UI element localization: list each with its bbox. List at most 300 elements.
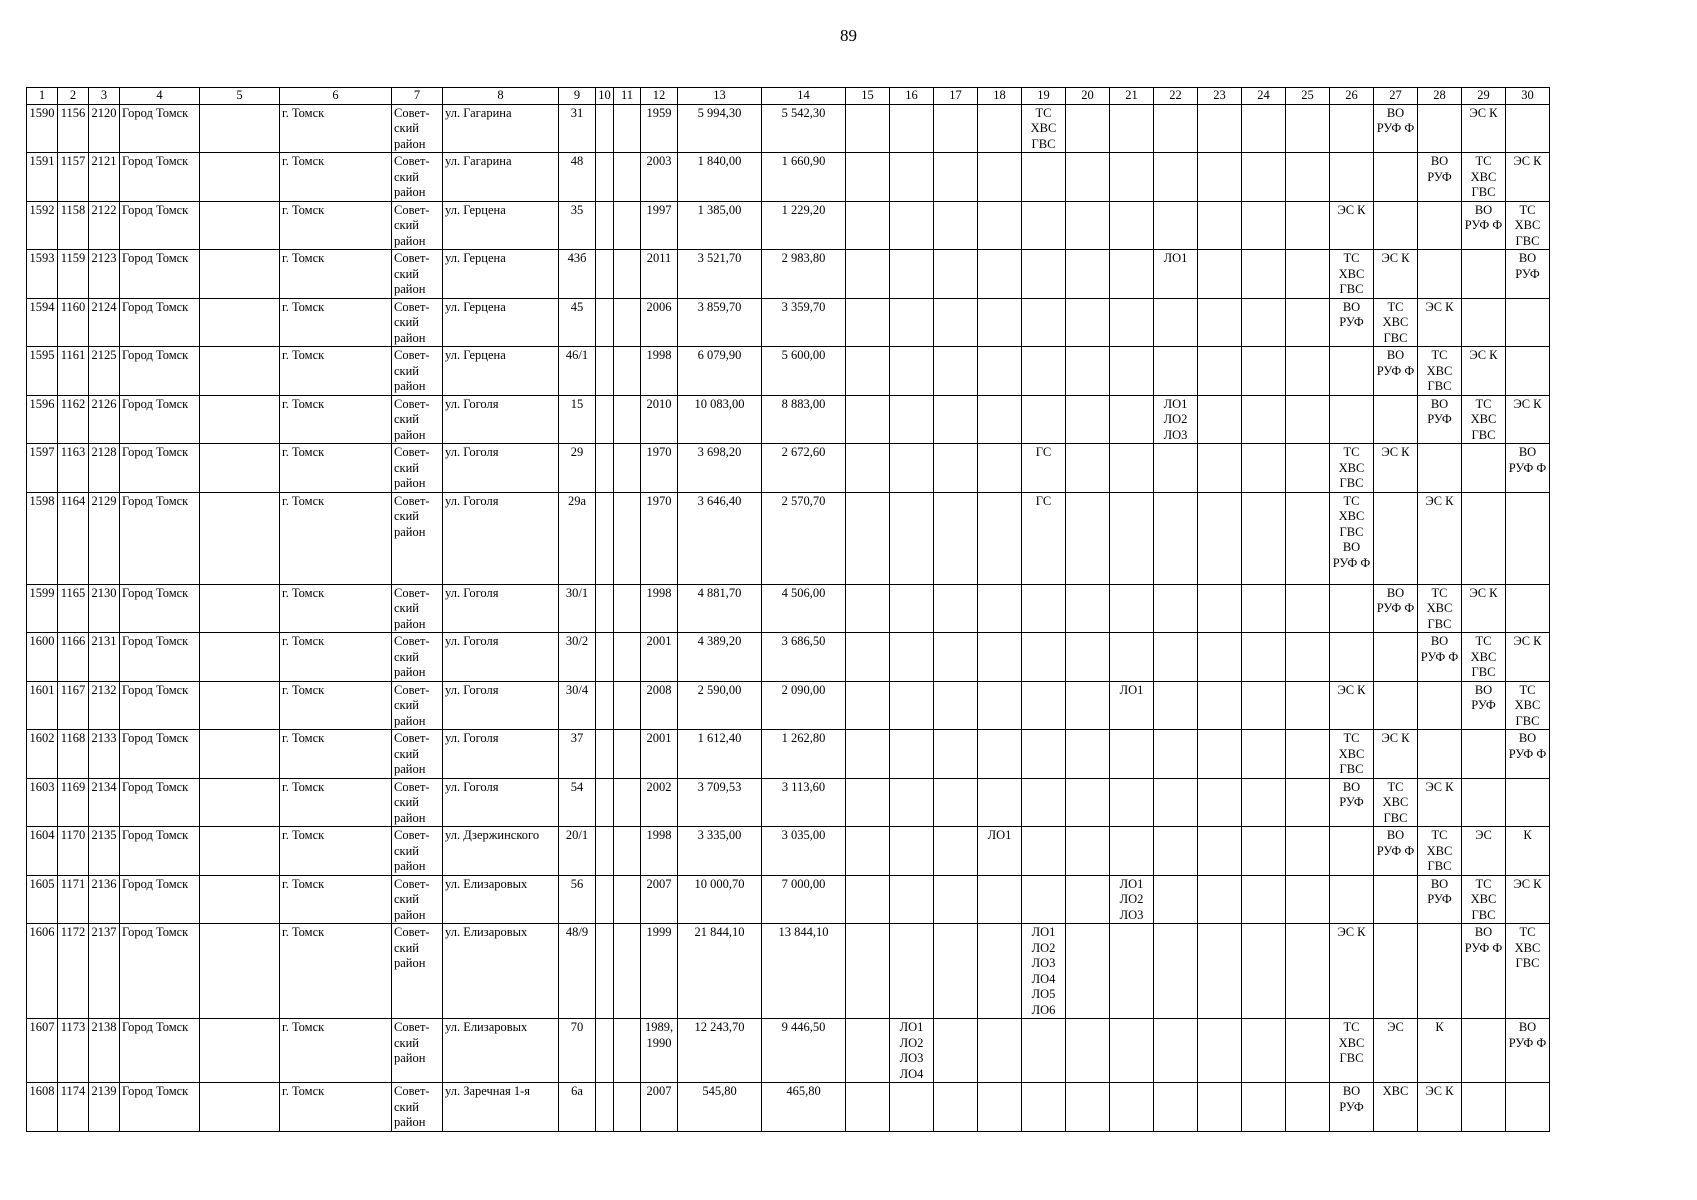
cell-col-19 — [1022, 875, 1066, 924]
cell-col-5 — [200, 444, 280, 493]
cell-col-9: 48/9 — [559, 924, 596, 1019]
cell-col-14: 5 600,00 — [762, 347, 846, 396]
cell-col-9: 31 — [559, 104, 596, 153]
cell-col-26: ТС ХВС ГВС — [1330, 730, 1374, 779]
cell-col-29 — [1462, 444, 1506, 493]
cell-col-20 — [1066, 827, 1110, 876]
cell-col-4: Город Томск — [120, 633, 200, 682]
cell-col-20 — [1066, 875, 1110, 924]
cell-col-28: ТС ХВС ГВС — [1418, 584, 1462, 633]
cell-col-7: Совет- ский район — [392, 444, 443, 493]
cell-col-14: 2 672,60 — [762, 444, 846, 493]
cell-col-28 — [1418, 681, 1462, 730]
cell-col-24 — [1242, 730, 1286, 779]
cell-col-20 — [1066, 492, 1110, 584]
cell-col-21 — [1110, 633, 1154, 682]
cell-col-2: 1156 — [58, 104, 89, 153]
column-header-17: 17 — [934, 88, 978, 105]
cell-col-14: 1 262,80 — [762, 730, 846, 779]
cell-col-12: 2010 — [641, 395, 678, 444]
cell-col-24 — [1242, 298, 1286, 347]
cell-col-28: ВО РУФ — [1418, 153, 1462, 202]
cell-col-23 — [1198, 1083, 1242, 1132]
table-row — [27, 298, 1550, 347]
cell-col-18 — [978, 492, 1022, 584]
cell-col-20 — [1066, 444, 1110, 493]
cell-col-9: 46/1 — [559, 347, 596, 396]
cell-col-7: Совет- ский район — [392, 104, 443, 153]
cell-col-10 — [596, 201, 614, 250]
cell-col-23 — [1198, 778, 1242, 827]
cell-col-11 — [614, 875, 641, 924]
cell-col-10 — [596, 1019, 614, 1083]
cell-col-11 — [614, 104, 641, 153]
column-number-row — [27, 88, 1550, 105]
cell-col-13: 3 335,00 — [678, 827, 762, 876]
cell-col-18 — [978, 153, 1022, 202]
cell-col-23 — [1198, 395, 1242, 444]
table-row — [27, 250, 1550, 299]
cell-col-12: 1998 — [641, 827, 678, 876]
cell-col-13: 1 840,00 — [678, 153, 762, 202]
cell-col-1: 1605 — [27, 875, 58, 924]
cell-col-16 — [890, 492, 934, 584]
cell-col-15 — [846, 104, 890, 153]
cell-col-10 — [596, 827, 614, 876]
cell-col-16 — [890, 730, 934, 779]
cell-col-3: 2126 — [89, 395, 120, 444]
cell-col-30: ВО РУФ — [1506, 250, 1550, 299]
cell-col-12: 1959 — [641, 104, 678, 153]
cell-col-30: ЭС К — [1506, 633, 1550, 682]
cell-col-30: ЭС К — [1506, 395, 1550, 444]
cell-col-9: 37 — [559, 730, 596, 779]
cell-col-22 — [1154, 201, 1198, 250]
cell-col-2: 1161 — [58, 347, 89, 396]
cell-col-26: ЭС К — [1330, 924, 1374, 1019]
cell-col-9: 48 — [559, 153, 596, 202]
cell-col-23 — [1198, 875, 1242, 924]
table-row — [27, 1019, 1550, 1083]
cell-col-24 — [1242, 395, 1286, 444]
cell-col-25 — [1286, 584, 1330, 633]
cell-col-7: Совет- ский район — [392, 633, 443, 682]
cell-col-3: 2136 — [89, 875, 120, 924]
cell-col-27 — [1374, 924, 1418, 1019]
cell-col-2: 1166 — [58, 633, 89, 682]
cell-col-1: 1595 — [27, 347, 58, 396]
column-header-25: 25 — [1286, 88, 1330, 105]
cell-col-13: 4 389,20 — [678, 633, 762, 682]
cell-col-7: Совет- ский район — [392, 492, 443, 584]
cell-col-27: ХВС — [1374, 1083, 1418, 1132]
cell-col-28: ЭС К — [1418, 492, 1462, 584]
cell-col-8: ул. Заречная 1-я — [443, 1083, 559, 1132]
cell-col-26 — [1330, 104, 1374, 153]
cell-col-24 — [1242, 1019, 1286, 1083]
cell-col-18 — [978, 778, 1022, 827]
cell-col-2: 1158 — [58, 201, 89, 250]
cell-col-20 — [1066, 395, 1110, 444]
cell-col-6: г. Томск — [280, 584, 392, 633]
cell-col-12: 1998 — [641, 347, 678, 396]
cell-col-8: ул. Герцена — [443, 298, 559, 347]
cell-col-7: Совет- ский район — [392, 201, 443, 250]
cell-col-21 — [1110, 584, 1154, 633]
cell-col-24 — [1242, 778, 1286, 827]
cell-col-15 — [846, 395, 890, 444]
cell-col-26: ТС ХВС ГВС — [1330, 1019, 1374, 1083]
column-header-1: 1 — [27, 88, 58, 105]
cell-col-26 — [1330, 827, 1374, 876]
cell-col-29: ЭС К — [1462, 584, 1506, 633]
cell-col-16 — [890, 298, 934, 347]
cell-col-23 — [1198, 681, 1242, 730]
cell-col-23 — [1198, 633, 1242, 682]
cell-col-10 — [596, 104, 614, 153]
cell-col-7: Совет- ский район — [392, 924, 443, 1019]
cell-col-16 — [890, 347, 934, 396]
cell-col-11 — [614, 201, 641, 250]
cell-col-10 — [596, 1083, 614, 1132]
cell-col-15 — [846, 584, 890, 633]
cell-col-5 — [200, 395, 280, 444]
cell-col-20 — [1066, 1019, 1110, 1083]
cell-col-7: Совет- ский район — [392, 584, 443, 633]
cell-col-19 — [1022, 153, 1066, 202]
cell-col-9: 20/1 — [559, 827, 596, 876]
cell-col-18 — [978, 395, 1022, 444]
cell-col-5 — [200, 1019, 280, 1083]
cell-col-25 — [1286, 250, 1330, 299]
cell-col-21 — [1110, 153, 1154, 202]
cell-col-15 — [846, 250, 890, 299]
column-header-15: 15 — [846, 88, 890, 105]
cell-col-25 — [1286, 778, 1330, 827]
cell-col-25 — [1286, 395, 1330, 444]
cell-col-20 — [1066, 1083, 1110, 1132]
cell-col-26: ВО РУФ — [1330, 778, 1374, 827]
cell-col-1: 1594 — [27, 298, 58, 347]
table-row — [27, 104, 1550, 153]
cell-col-29: ЭС — [1462, 827, 1506, 876]
cell-col-22: ЛО1 — [1154, 250, 1198, 299]
cell-col-25 — [1286, 730, 1330, 779]
cell-col-7: Совет- ский район — [392, 827, 443, 876]
cell-col-7: Совет- ский район — [392, 778, 443, 827]
cell-col-28: ТС ХВС ГВС — [1418, 827, 1462, 876]
cell-col-22 — [1154, 1083, 1198, 1132]
cell-col-17 — [934, 347, 978, 396]
cell-col-15 — [846, 827, 890, 876]
cell-col-29: ВО РУФ Ф — [1462, 201, 1506, 250]
cell-col-20 — [1066, 633, 1110, 682]
cell-col-15 — [846, 924, 890, 1019]
cell-col-17 — [934, 584, 978, 633]
cell-col-24 — [1242, 633, 1286, 682]
cell-col-19: ГС — [1022, 444, 1066, 493]
cell-col-27 — [1374, 492, 1418, 584]
cell-col-29: ЭС К — [1462, 347, 1506, 396]
cell-col-3: 2123 — [89, 250, 120, 299]
cell-col-2: 1168 — [58, 730, 89, 779]
cell-col-2: 1170 — [58, 827, 89, 876]
cell-col-20 — [1066, 681, 1110, 730]
cell-col-9: 43б — [559, 250, 596, 299]
cell-col-14: 8 883,00 — [762, 395, 846, 444]
cell-col-25 — [1286, 924, 1330, 1019]
cell-col-9: 29а — [559, 492, 596, 584]
cell-col-25 — [1286, 444, 1330, 493]
cell-col-12: 2001 — [641, 633, 678, 682]
cell-col-14: 2 570,70 — [762, 492, 846, 584]
cell-col-24 — [1242, 347, 1286, 396]
cell-col-18 — [978, 201, 1022, 250]
cell-col-19 — [1022, 250, 1066, 299]
cell-col-11 — [614, 730, 641, 779]
cell-col-11 — [614, 153, 641, 202]
cell-col-19 — [1022, 827, 1066, 876]
cell-col-4: Город Томск — [120, 1083, 200, 1132]
cell-col-11 — [614, 492, 641, 584]
cell-col-17 — [934, 827, 978, 876]
cell-col-29: ВО РУФ — [1462, 681, 1506, 730]
cell-col-16 — [890, 584, 934, 633]
column-header-16: 16 — [890, 88, 934, 105]
cell-col-12: 2007 — [641, 875, 678, 924]
cell-col-2: 1174 — [58, 1083, 89, 1132]
cell-col-30: ТС ХВС ГВС — [1506, 924, 1550, 1019]
cell-col-16 — [890, 681, 934, 730]
column-header-29: 29 — [1462, 88, 1506, 105]
cell-col-11 — [614, 298, 641, 347]
cell-col-24 — [1242, 924, 1286, 1019]
cell-col-30 — [1506, 584, 1550, 633]
cell-col-30: ТС ХВС ГВС — [1506, 681, 1550, 730]
cell-col-7: Совет- ский район — [392, 347, 443, 396]
cell-col-21 — [1110, 444, 1154, 493]
cell-col-24 — [1242, 827, 1286, 876]
cell-col-27: ВО РУФ Ф — [1374, 347, 1418, 396]
cell-col-29: ТС ХВС ГВС — [1462, 875, 1506, 924]
cell-col-22 — [1154, 730, 1198, 779]
cell-col-6: г. Томск — [280, 1019, 392, 1083]
cell-col-10 — [596, 298, 614, 347]
cell-col-30 — [1506, 347, 1550, 396]
cell-col-16 — [890, 395, 934, 444]
cell-col-20 — [1066, 153, 1110, 202]
cell-col-12: 1989, 1990 — [641, 1019, 678, 1083]
cell-col-30: ЭС К — [1506, 153, 1550, 202]
cell-col-8: ул. Герцена — [443, 250, 559, 299]
cell-col-20 — [1066, 104, 1110, 153]
cell-col-3: 2124 — [89, 298, 120, 347]
cell-col-24 — [1242, 681, 1286, 730]
cell-col-21 — [1110, 347, 1154, 396]
column-header-14: 14 — [762, 88, 846, 105]
cell-col-3: 2133 — [89, 730, 120, 779]
cell-col-22 — [1154, 444, 1198, 493]
cell-col-26: ЭС К — [1330, 681, 1374, 730]
cell-col-13: 3 698,20 — [678, 444, 762, 493]
cell-col-17 — [934, 444, 978, 493]
cell-col-18 — [978, 250, 1022, 299]
cell-col-27: ТС ХВС ГВС — [1374, 298, 1418, 347]
cell-col-2: 1171 — [58, 875, 89, 924]
cell-col-15 — [846, 1083, 890, 1132]
cell-col-29 — [1462, 492, 1506, 584]
cell-col-10 — [596, 924, 614, 1019]
column-header-20: 20 — [1066, 88, 1110, 105]
cell-col-7: Совет- ский район — [392, 681, 443, 730]
table-row — [27, 681, 1550, 730]
cell-col-17 — [934, 395, 978, 444]
cell-col-6: г. Томск — [280, 730, 392, 779]
cell-col-18 — [978, 298, 1022, 347]
cell-col-2: 1167 — [58, 681, 89, 730]
cell-col-27 — [1374, 153, 1418, 202]
cell-col-18 — [978, 730, 1022, 779]
cell-col-23 — [1198, 347, 1242, 396]
cell-col-22 — [1154, 827, 1198, 876]
column-header-5: 5 — [200, 88, 280, 105]
cell-col-29 — [1462, 298, 1506, 347]
cell-col-12: 2001 — [641, 730, 678, 779]
table-row — [27, 584, 1550, 633]
cell-col-12: 1997 — [641, 201, 678, 250]
cell-col-6: г. Томск — [280, 104, 392, 153]
cell-col-5 — [200, 827, 280, 876]
column-header-19: 19 — [1022, 88, 1066, 105]
cell-col-20 — [1066, 730, 1110, 779]
cell-col-27: ЭС К — [1374, 444, 1418, 493]
cell-col-3: 2134 — [89, 778, 120, 827]
cell-col-13: 3 859,70 — [678, 298, 762, 347]
cell-col-8: ул. Елизаровых — [443, 1019, 559, 1083]
column-header-18: 18 — [978, 88, 1022, 105]
cell-col-13: 1 612,40 — [678, 730, 762, 779]
cell-col-5 — [200, 201, 280, 250]
cell-col-15 — [846, 347, 890, 396]
cell-col-26 — [1330, 153, 1374, 202]
cell-col-14: 1 660,90 — [762, 153, 846, 202]
cell-col-17 — [934, 153, 978, 202]
cell-col-12: 1999 — [641, 924, 678, 1019]
cell-col-3: 2125 — [89, 347, 120, 396]
cell-col-2: 1162 — [58, 395, 89, 444]
table-row — [27, 492, 1550, 584]
cell-col-12: 2008 — [641, 681, 678, 730]
cell-col-28: К — [1418, 1019, 1462, 1083]
table-row — [27, 778, 1550, 827]
cell-col-23 — [1198, 827, 1242, 876]
cell-col-13: 10 000,70 — [678, 875, 762, 924]
cell-col-16 — [890, 104, 934, 153]
cell-col-13: 4 881,70 — [678, 584, 762, 633]
cell-col-22 — [1154, 104, 1198, 153]
cell-col-5 — [200, 924, 280, 1019]
cell-col-14: 9 446,50 — [762, 1019, 846, 1083]
cell-col-28: ТС ХВС ГВС — [1418, 347, 1462, 396]
cell-col-18 — [978, 633, 1022, 682]
cell-col-4: Город Томск — [120, 250, 200, 299]
cell-col-23 — [1198, 924, 1242, 1019]
cell-col-8: ул. Елизаровых — [443, 875, 559, 924]
cell-col-9: 56 — [559, 875, 596, 924]
cell-col-6: г. Томск — [280, 347, 392, 396]
cell-col-18 — [978, 584, 1022, 633]
cell-col-1: 1592 — [27, 201, 58, 250]
cell-col-14: 3 035,00 — [762, 827, 846, 876]
cell-col-3: 2120 — [89, 104, 120, 153]
cell-col-1: 1593 — [27, 250, 58, 299]
cell-col-10 — [596, 875, 614, 924]
cell-col-21 — [1110, 492, 1154, 584]
cell-col-23 — [1198, 492, 1242, 584]
cell-col-9: 29 — [559, 444, 596, 493]
column-header-26: 26 — [1330, 88, 1374, 105]
page-number: 89 — [840, 26, 857, 45]
cell-col-15 — [846, 492, 890, 584]
cell-col-26: ВО РУФ — [1330, 298, 1374, 347]
cell-col-20 — [1066, 250, 1110, 299]
cell-col-30 — [1506, 778, 1550, 827]
cell-col-18 — [978, 924, 1022, 1019]
cell-col-1: 1600 — [27, 633, 58, 682]
cell-col-18 — [978, 104, 1022, 153]
cell-col-28 — [1418, 250, 1462, 299]
cell-col-12: 1998 — [641, 584, 678, 633]
cell-col-8: ул. Гоголя — [443, 730, 559, 779]
cell-col-7: Совет- ский район — [392, 1019, 443, 1083]
cell-col-11 — [614, 1019, 641, 1083]
cell-col-4: Город Томск — [120, 492, 200, 584]
cell-col-3: 2138 — [89, 1019, 120, 1083]
cell-col-17 — [934, 492, 978, 584]
cell-col-29: ВО РУФ Ф — [1462, 924, 1506, 1019]
cell-col-2: 1165 — [58, 584, 89, 633]
cell-col-11 — [614, 347, 641, 396]
cell-col-5 — [200, 584, 280, 633]
cell-col-27: ВО РУФ Ф — [1374, 827, 1418, 876]
cell-col-11 — [614, 1083, 641, 1132]
cell-col-22 — [1154, 584, 1198, 633]
cell-col-20 — [1066, 924, 1110, 1019]
cell-col-15 — [846, 875, 890, 924]
cell-col-5 — [200, 347, 280, 396]
cell-col-3: 2128 — [89, 444, 120, 493]
cell-col-2: 1164 — [58, 492, 89, 584]
cell-col-16 — [890, 1083, 934, 1132]
cell-col-25 — [1286, 298, 1330, 347]
cell-col-20 — [1066, 347, 1110, 396]
cell-col-26 — [1330, 584, 1374, 633]
cell-col-29 — [1462, 730, 1506, 779]
cell-col-17 — [934, 730, 978, 779]
cell-col-3: 2135 — [89, 827, 120, 876]
cell-col-6: г. Томск — [280, 250, 392, 299]
cell-col-1: 1601 — [27, 681, 58, 730]
cell-col-25 — [1286, 492, 1330, 584]
cell-col-24 — [1242, 1083, 1286, 1132]
cell-col-21 — [1110, 395, 1154, 444]
table-row — [27, 347, 1550, 396]
cell-col-30 — [1506, 1083, 1550, 1132]
column-header-30: 30 — [1506, 88, 1550, 105]
cell-col-18 — [978, 681, 1022, 730]
cell-col-21 — [1110, 250, 1154, 299]
cell-col-8: ул. Гоголя — [443, 395, 559, 444]
